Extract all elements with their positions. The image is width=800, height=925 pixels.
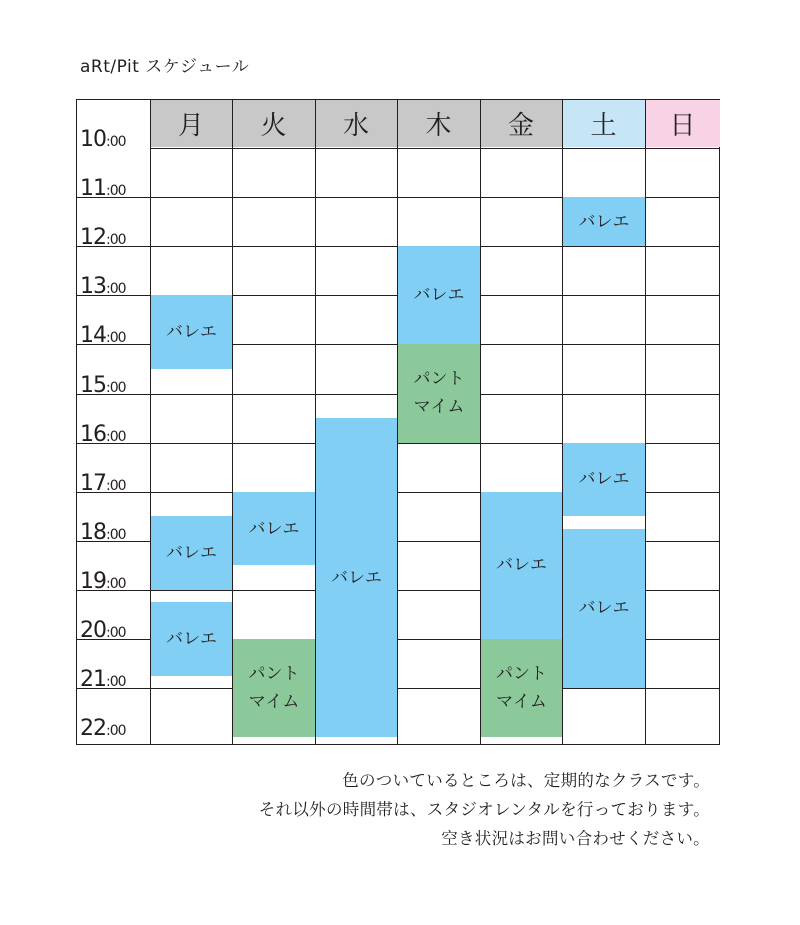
time-hour: 21 xyxy=(80,667,106,693)
day-header: 水 xyxy=(315,100,397,147)
time-label xyxy=(80,227,126,249)
mime-class-block: パント マイム xyxy=(481,639,562,737)
time-minutes: :00 xyxy=(106,428,126,445)
day-header: 日 xyxy=(645,100,720,147)
time-label xyxy=(80,129,126,151)
time-minutes: :00 xyxy=(106,330,126,347)
ballet-class-block: バレエ xyxy=(563,529,645,689)
time-minutes: :00 xyxy=(106,575,126,592)
time-minutes: :00 xyxy=(106,625,126,641)
time-hour: 14 xyxy=(80,323,106,349)
time-label xyxy=(80,276,126,298)
hour-gridline xyxy=(150,148,720,149)
day-header: 金 xyxy=(480,100,562,147)
ballet-class-block: バレエ xyxy=(233,492,315,566)
time-label xyxy=(80,178,126,200)
ballet-class-block: バレエ xyxy=(151,602,232,676)
ballet-class-block: バレエ xyxy=(151,295,232,369)
ballet-class-block: バレエ xyxy=(398,246,480,344)
time-hour: 10 xyxy=(80,127,106,152)
time-minutes: :00 xyxy=(106,281,126,298)
time-hour: 18 xyxy=(80,519,106,545)
time-label xyxy=(80,421,126,447)
time-hour: 20 xyxy=(80,618,106,643)
note-line-2: それ以外の時間帯は、スタジオレンタルを行っております。 xyxy=(258,800,710,819)
day-column-line xyxy=(645,99,646,745)
page-title: aRt/Pit スケジュール xyxy=(80,57,250,77)
time-minutes: :00 xyxy=(106,674,126,691)
time-hour: 15 xyxy=(80,372,106,398)
time-label xyxy=(80,372,126,398)
day-header: 月 xyxy=(150,100,232,147)
note-line-3: 空き状況はお問い合わせください。 xyxy=(441,829,710,848)
day-header: 木 xyxy=(397,100,480,147)
ballet-class-block: バレエ xyxy=(316,418,397,737)
time-hour: 22 xyxy=(80,716,106,742)
mime-class-block: パント マイム xyxy=(398,344,480,442)
day-header: 土 xyxy=(562,100,645,147)
time-minutes: :00 xyxy=(106,183,126,200)
ballet-class-block: バレエ xyxy=(151,516,232,590)
time-minutes: :00 xyxy=(106,232,126,249)
time-hour: 13 xyxy=(80,274,106,300)
time-label xyxy=(80,470,126,496)
time-hour: 16 xyxy=(80,421,106,447)
time-minutes: :00 xyxy=(106,379,126,396)
time-label xyxy=(80,325,126,347)
time-minutes: :00 xyxy=(106,134,126,150)
time-minutes: :00 xyxy=(106,526,126,543)
ballet-class-block: バレエ xyxy=(563,443,645,517)
time-hour: 17 xyxy=(80,470,106,496)
time-hour: 11 xyxy=(80,176,106,202)
time-hour: 12 xyxy=(80,225,106,251)
schedule-grid xyxy=(76,99,720,745)
time-label xyxy=(80,519,126,545)
time-label xyxy=(80,568,126,594)
ballet-class-block: バレエ xyxy=(563,197,645,246)
time-minutes: :00 xyxy=(106,723,126,740)
time-label xyxy=(80,620,126,642)
note-line-1: 色のついているところは、定期的なクラスです。 xyxy=(342,771,710,790)
time-minutes: :00 xyxy=(106,477,126,494)
time-label xyxy=(80,718,126,740)
mime-class-block: パント マイム xyxy=(233,639,315,737)
time-label xyxy=(80,669,126,691)
day-header: 火 xyxy=(232,100,315,147)
time-hour: 19 xyxy=(80,568,106,594)
ballet-class-block: バレエ xyxy=(481,492,562,639)
